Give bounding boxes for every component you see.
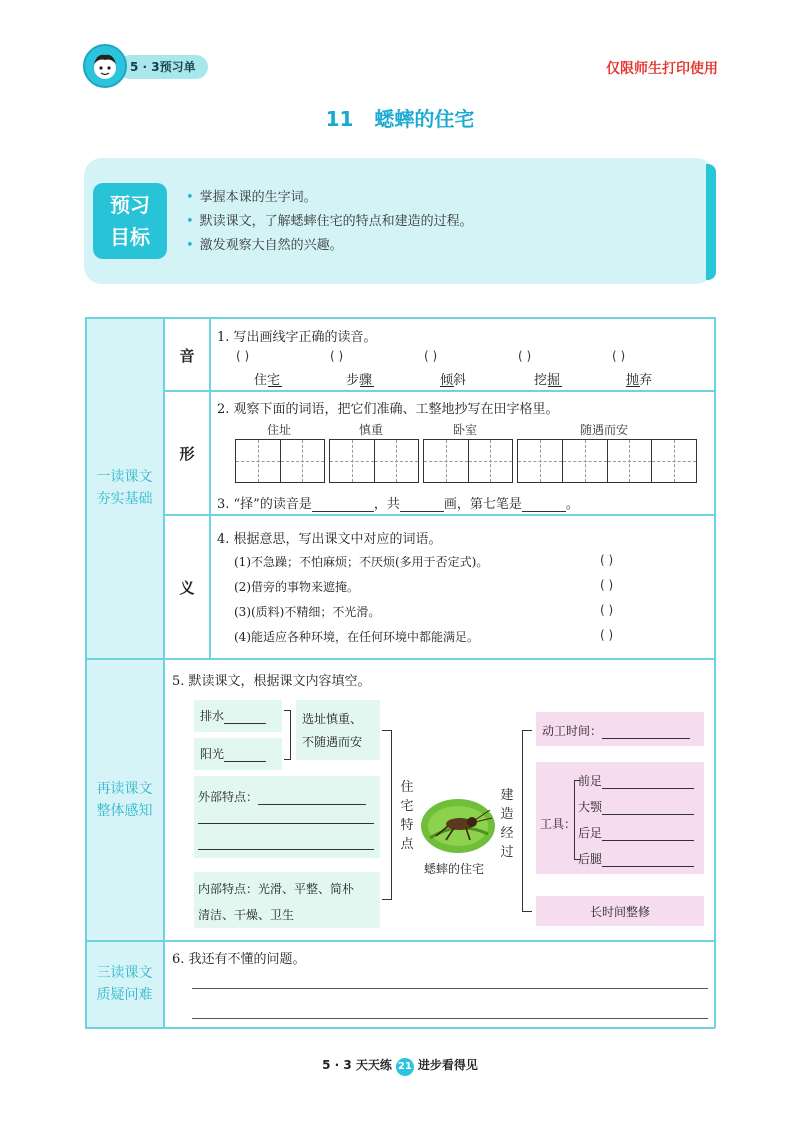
question-1-prompt: 1. 写出画线字正确的读音。 [217, 330, 377, 345]
table-border [85, 1027, 715, 1029]
blank-line[interactable] [522, 498, 566, 512]
underline-mark [268, 386, 282, 387]
answer-paren[interactable]: ( ) [600, 628, 614, 642]
blank-line[interactable] [400, 498, 444, 512]
table-border [85, 940, 715, 942]
answer-paren[interactable]: ( ) [424, 349, 438, 363]
renovation-item: 长时间整修 [589, 905, 650, 919]
answer-paren[interactable]: ( ) [600, 553, 614, 567]
tianzi-grid[interactable] [329, 439, 419, 483]
question-4-prompt: 4. 根据意思，写出课文中对应的词语。 [217, 532, 442, 547]
tool-item: 后足 [578, 824, 694, 841]
lesson-name: 蟋蟀的住宅 [374, 107, 475, 131]
house-features-label: 住 宅 特 点 [400, 780, 414, 852]
underline-mark [548, 386, 562, 387]
series-badge: 5 · 3预习单 [118, 55, 208, 79]
blank-line[interactable] [602, 725, 690, 739]
blank-line[interactable] [198, 836, 374, 850]
answer-line[interactable] [192, 1018, 708, 1019]
label-meaning: 义 [179, 579, 195, 597]
mascot-icon [85, 46, 125, 86]
section-label-read2: 再读课文 整体感知 [96, 781, 153, 819]
question-3: 3. “择”的读音是 ，共 画，第七笔是 。 [217, 497, 579, 512]
section-label-read1: 一读课文 夯实基础 [96, 469, 153, 507]
section-label-read3: 三读课文 质疑问难 [96, 965, 153, 1003]
cricket-caption: 蟋蟀的住宅 [424, 862, 485, 876]
copy-word: 住址 [267, 423, 292, 437]
cricket-image [420, 798, 496, 854]
pinyin-word: 挖掘 [534, 373, 561, 388]
label-form: 形 [179, 445, 195, 463]
goals-tag-line2: 目标 [110, 225, 150, 249]
left-column-bg [86, 318, 163, 1028]
definition-item: (2)借旁的事物来遮掩。 [234, 580, 359, 594]
goal-item: • 默读课文，了解蟋蟀住宅的特点和建造的过程。 [186, 214, 473, 229]
goals-tag [93, 183, 167, 259]
table-border [85, 658, 715, 660]
lesson-title [0, 103, 800, 132]
interior-line2: 清洁、干燥、卫生 [198, 908, 295, 922]
table-border [163, 514, 715, 516]
goals-panel-edge [706, 164, 716, 280]
choose-site-line2: 不随遇而安 [302, 735, 363, 749]
pinyin-word: 步骤 [346, 373, 373, 388]
interior-line1: 内部特点：光滑、平整、简朴 [198, 882, 355, 896]
print-notice: 仅限师生打印使用 [606, 61, 718, 77]
bracket [574, 780, 580, 860]
table-border [85, 317, 715, 319]
pinyin-word: 抛弃 [626, 373, 653, 388]
paishui-item: 排水 [200, 707, 266, 724]
choose-site-line1: 选址慎重、 [302, 712, 363, 726]
blank-line[interactable] [602, 853, 694, 867]
copy-word: 卧室 [453, 423, 478, 437]
answer-paren[interactable]: ( ) [518, 349, 532, 363]
lesson-number: 11 [325, 107, 354, 131]
blank-line[interactable] [602, 801, 694, 815]
blank-line[interactable] [198, 810, 374, 824]
answer-line[interactable] [192, 988, 708, 989]
question-6-prompt: 6. 我还有不懂的问题。 [172, 952, 306, 967]
copy-word: 慎重 [359, 423, 384, 437]
goal-item: • 激发观察大自然的兴趣。 [186, 238, 343, 253]
underline-mark [626, 386, 640, 387]
question-2-prompt: 2. 观察下面的词语，把它们准确、工整地抄写在田字格里。 [217, 402, 559, 417]
exterior-item: 外部特点： [198, 788, 366, 805]
definition-item: (1)不急躁；不怕麻烦；不厌烦(多用于否定式)。 [234, 555, 489, 569]
blank-line[interactable] [312, 498, 374, 512]
label-pronunciation: 音 [179, 347, 195, 365]
answer-paren[interactable]: ( ) [600, 578, 614, 592]
goal-item: • 掌握本课的生字词。 [186, 190, 317, 205]
blank-line[interactable] [602, 775, 694, 789]
construction-label: 建 造 经 过 [500, 788, 514, 860]
blank-line[interactable] [224, 748, 266, 762]
pinyin-word: 倾斜 [440, 373, 467, 388]
definition-item: (3)(质料)不精细；不光滑。 [234, 605, 381, 619]
bracket [284, 710, 291, 760]
mascot-avatar [83, 44, 127, 88]
footer-series: 5 · 3 天天练 [322, 1058, 392, 1072]
blank-line[interactable] [224, 710, 266, 724]
tools-label: 工具： [540, 817, 577, 831]
footer-slogan: 进步看得见 [417, 1058, 478, 1072]
pinyin-word: 住宅 [254, 373, 281, 388]
copy-word: 随遇而安 [580, 423, 629, 437]
choose-site-box [296, 700, 380, 760]
page-footer [0, 1056, 800, 1076]
table-border [163, 390, 715, 392]
table-border [85, 317, 87, 1028]
underline-mark [360, 386, 374, 387]
definition-item: (4)能适应各种环境，在任何环境中都能满足。 [234, 630, 479, 644]
answer-paren[interactable]: ( ) [236, 349, 250, 363]
tianzi-grid[interactable] [423, 439, 513, 483]
tool-item: 后腿 [578, 850, 694, 867]
tool-item: 大颚 [578, 798, 694, 815]
blank-line[interactable] [602, 827, 694, 841]
answer-paren[interactable]: ( ) [612, 349, 626, 363]
tianzi-grid[interactable] [235, 439, 325, 483]
blank-line[interactable] [258, 791, 366, 805]
answer-paren[interactable]: ( ) [600, 603, 614, 617]
goals-tag-line1: 预习 [110, 193, 150, 217]
page-number: 21 [396, 1058, 414, 1076]
bracket [522, 730, 532, 912]
yangguang-item: 阳光 [200, 745, 266, 762]
question-5-prompt: 5. 默读课文，根据课文内容填空。 [172, 674, 371, 689]
table-border [163, 317, 165, 1028]
table-border [209, 317, 211, 658]
bracket [382, 730, 392, 900]
start-time-item: 动工时间： [542, 722, 690, 739]
underline-mark [440, 386, 454, 387]
tool-item: 前足 [578, 772, 694, 789]
tianzi-grid[interactable] [517, 439, 697, 483]
table-border [714, 317, 716, 1028]
answer-paren[interactable]: ( ) [330, 349, 344, 363]
